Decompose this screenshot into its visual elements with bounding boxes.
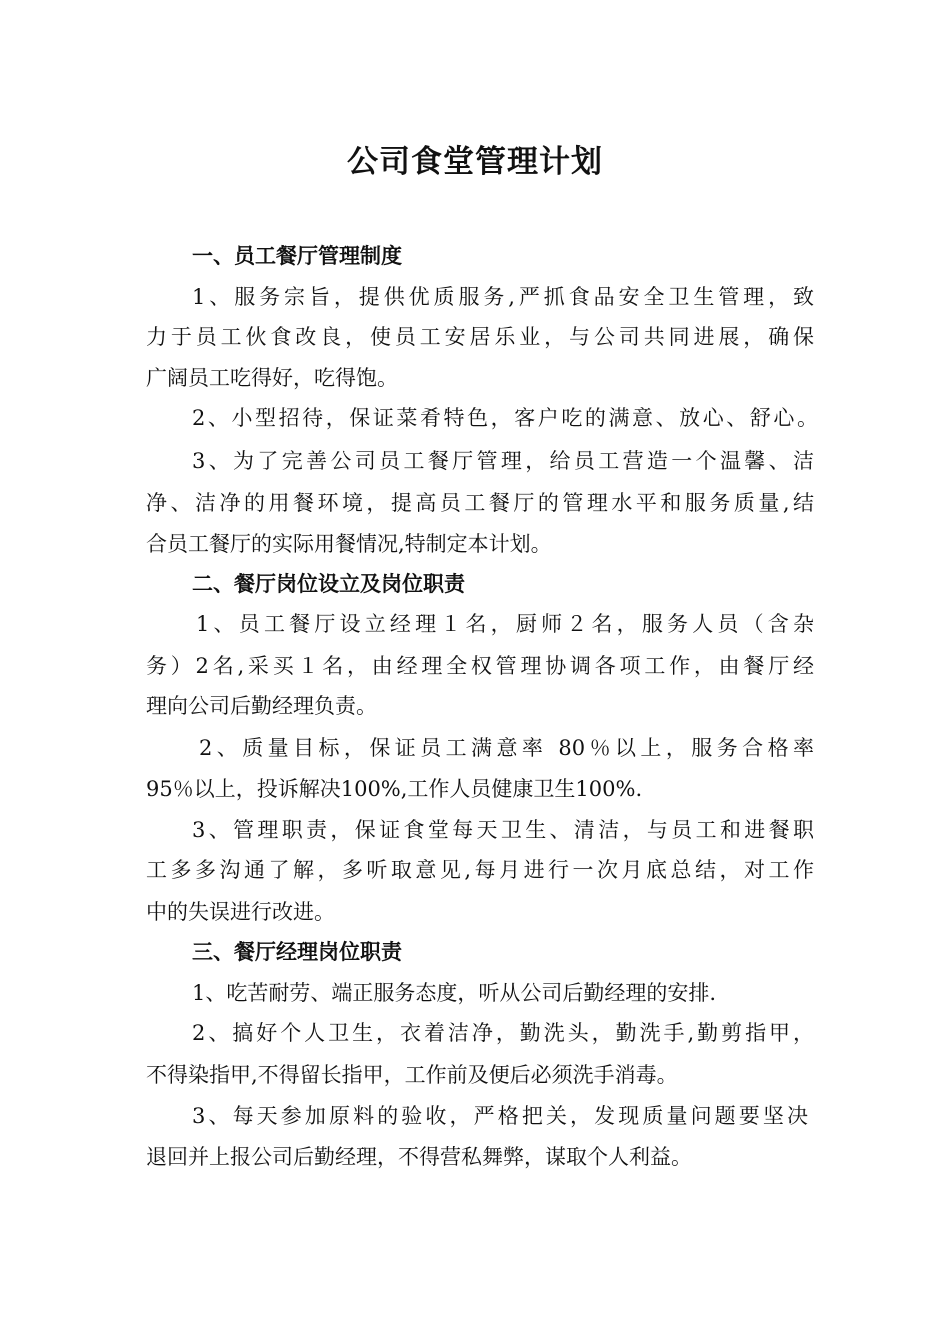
document-title: 公司食堂管理计划 [347, 144, 603, 180]
paragraph-line: 广阔员工吃得好，吃得饱。 [146, 366, 398, 390]
section-heading-3: 三、餐厅经理岗位职责 [192, 940, 402, 964]
paragraph-line: 力于员工伙食改良，使员工安居乐业，与公司共同进展，确保 [146, 325, 814, 349]
paragraph-line: 不得染指甲,不得留长指甲，工作前及便后必须洗手消毒。 [146, 1063, 678, 1087]
paragraph-line: 3、每天参加原料的验收，严格把关，发现质量问题要坚决 [192, 1104, 808, 1128]
paragraph-line: 理向公司后勤经理负责。 [146, 694, 377, 718]
paragraph-line: 95％以上，投诉解决100%,工作人员健康卫生100%. [146, 777, 643, 801]
paragraph-line: 工多多沟通了解，多听取意见,每月进行一次月底总结，对工作 [146, 858, 814, 882]
paragraph-line: 务）2名,采买１名，由经理全权管理协调各项工作，由餐厅经 [146, 654, 814, 678]
paragraph-line: 2、质量目标，保证员工满意率 80％以上，服务合格率 [199, 736, 814, 760]
section-heading-1: 一、员工餐厅管理制度 [192, 244, 402, 268]
paragraph-line: 1、服务宗旨，提供优质服务,严抓食品安全卫生管理，致 [192, 285, 814, 309]
paragraph-line: 1、吃苦耐劳、端正服务态度，听从公司后勤经理的安排. [192, 981, 717, 1005]
paragraph-line: 3、管理职责，保证食堂每天卫生、清洁，与员工和进餐职 [192, 818, 814, 842]
paragraph-line: 1、员工餐厅设立经理１名，厨师２名，服务人员（含杂 [196, 612, 814, 636]
paragraph-line: 退回并上报公司后勤经理，不得营私舞弊，谋取个人利益。 [146, 1145, 692, 1169]
section-heading-2: 二、餐厅岗位设立及岗位职责 [192, 572, 465, 596]
paragraph-line: 合员工餐厅的实际用餐情况,特制定本计划。 [146, 532, 552, 556]
paragraph-line: 3、为了完善公司员工餐厅管理，给员工营造一个温馨、洁 [192, 449, 814, 473]
paragraph-line: 中的失误进行改进。 [146, 900, 335, 924]
paragraph-line: 净、洁净的用餐环境，提高员工餐厅的管理水平和服务质量,结 [146, 491, 814, 515]
paragraph-line: 2、小型招待，保证菜肴特色，客户吃的满意、放心、舒心。 [192, 406, 818, 430]
paragraph-line: 2、搞好个人卫生，衣着洁净，勤洗头，勤洗手,勤剪指甲， [192, 1021, 814, 1045]
